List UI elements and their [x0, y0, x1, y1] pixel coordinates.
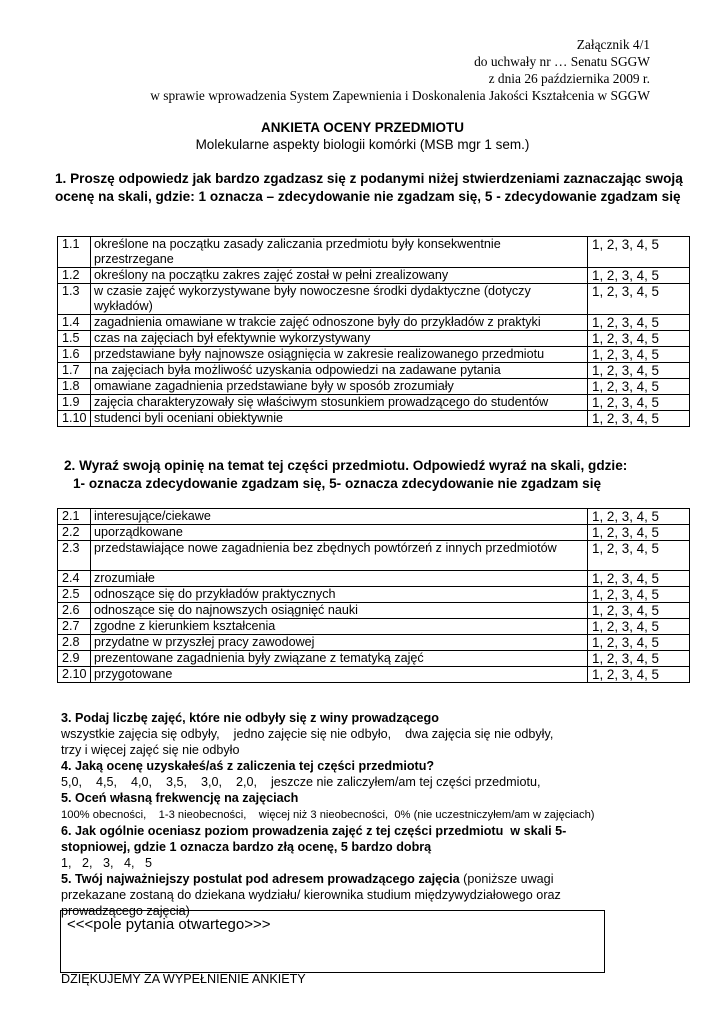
row-statement: prezentowane zagadnienia były związane z tematyką zajęć — [91, 651, 588, 667]
survey-title: ANKIETA OCENY PRZEDMIOTU — [260, 120, 464, 135]
question-6-label-line2: stopniowej, gdzie 1 oznacza bardzo złą ocenę, 5 bardzo dobrą — [61, 839, 432, 854]
table-row — [58, 347, 690, 363]
row-statement: zrozumiałe — [91, 571, 588, 587]
row-statement: odnoszące się do najnowszych osiągnięć nauki — [91, 603, 588, 619]
table-row — [58, 571, 690, 587]
row-number: 1.9 — [58, 395, 91, 411]
table-row — [58, 331, 690, 347]
table-row — [58, 651, 690, 667]
table-row — [58, 587, 690, 603]
rating-scale[interactable]: 1, 2, 3, 4, 5 — [588, 509, 690, 525]
row-statement: czas na zajęciach był efektywnie wykorzystywany — [91, 331, 588, 347]
table-row — [58, 268, 690, 284]
question-5b-note-line3: prowadzącego zajęcia) — [61, 904, 190, 919]
thanks-footer: DZIĘKUJEMY ZA WYPEŁNIENIE ANKIETY — [61, 972, 306, 986]
row-number: 2.4 — [58, 571, 91, 587]
row-number: 2.9 — [58, 651, 91, 667]
row-statement: na zajęciach była możliwość uzyskania odpowiedzi na zadawane pytania — [91, 363, 588, 379]
question-3-label: 3. Podaj liczbę zajęć, które nie odbyły się z winy prowadzącego — [61, 711, 439, 725]
question-5a-label: 5. Oceń własną frekwencję na zajęciach — [61, 791, 299, 806]
attachment-label: Załącznik 4/1 — [576, 37, 650, 52]
row-number: 1.3 — [58, 284, 91, 315]
row-statement: interesujące/ciekawe — [91, 509, 588, 525]
row-number: 2.2 — [58, 525, 91, 541]
row-number: 1.5 — [58, 331, 91, 347]
table-row — [58, 509, 690, 525]
row-statement: zgodne z kierunkiem kształcenia — [91, 619, 588, 635]
question-4-options[interactable]: 5,0, 4,5, 4,0, 3,5, 3,0, 2,0, jeszcze nie zaliczyłem/am tej części przedmiotu, — [61, 775, 541, 790]
rating-scale[interactable]: 1, 2, 3, 4, 5 — [588, 587, 690, 603]
question-5b-label-line1 — [61, 871, 701, 887]
table-row — [58, 237, 690, 268]
section-2-heading-line2: 1- oznacza zdecydowanie zgadzam się, 5- oznacza zdecydowanie nie zgadzam się — [73, 476, 602, 491]
row-statement: przygotowane — [91, 667, 588, 683]
rating-scale[interactable]: 1, 2, 3, 4, 5 — [588, 363, 690, 379]
table-row — [58, 284, 690, 315]
rating-scale[interactable]: 1, 2, 3, 4, 5 — [588, 379, 690, 395]
rating-scale[interactable]: 1, 2, 3, 4, 5 — [588, 315, 690, 331]
row-statement: zagadnienia omawiane w trakcie zajęć odnoszone były do przykładów z praktyki — [91, 315, 588, 331]
row-number: 2.7 — [58, 619, 91, 635]
table-row — [58, 525, 690, 541]
question-3-options-line2[interactable]: trzy i więcej zajęć się nie odbyło — [61, 743, 240, 758]
open-answer-field[interactable] — [60, 910, 605, 973]
section-1-heading: 1. Proszę odpowiedz jak bardzo zgadzasz się z podanymi niżej stwierdzeniami zaznaczając swoją ocenę na skali, gdzie: 1 oznacza – zdecydowanie nie zgadzam się, 5 - zdecydowanie zgadzam się — [55, 171, 683, 204]
table-row — [58, 635, 690, 651]
table-row — [58, 315, 690, 331]
row-statement: studenci byli oceniani obiektywnie — [91, 411, 588, 427]
row-statement: określony na początku zakres zajęć został w pełni zrealizowany — [91, 268, 588, 284]
rating-scale[interactable]: 1, 2, 3, 4, 5 — [588, 237, 690, 268]
rating-scale[interactable]: 1, 2, 3, 4, 5 — [588, 331, 690, 347]
survey-subtitle: Molekularne aspekty biologii komórki (MSB mgr 1 sem.) — [195, 137, 530, 152]
row-statement: przedstawiane były najnowsze osiągnięcia w zakresie realizowanego przedmiotu — [91, 347, 588, 363]
question-5b-note-line2: przekazane zostaną do dziekana wydziału/ kierownika studium międzywydziałowego oraz — [61, 888, 561, 903]
rating-scale[interactable]: 1, 2, 3, 4, 5 — [588, 635, 690, 651]
row-number: 1.4 — [58, 315, 91, 331]
table-row — [58, 619, 690, 635]
subject-label: w sprawie wprowadzenia System Zapewnienia i Doskonalenia Jakości Kształcenia w SGGW — [150, 88, 650, 103]
question-5a-options[interactable]: 100% obecności, 1-3 nieobecności, więcej niż 3 nieobecności, 0% (nie uczestniczyłem/am w zajęciach) — [61, 808, 595, 821]
section-2-heading-line1: 2. Wyraź swoją opinię na temat tej części przedmiotu. Odpowiedź wyraź na skali, gdzie: — [64, 458, 628, 473]
question-5b-label: 5. Twój najważniejszy postulat pod adresem prowadzącego zajęcia — [61, 871, 460, 886]
table-row — [58, 363, 690, 379]
resolution-label: do uchwały nr … Senatu SGGW — [474, 54, 650, 69]
question-3-options-line1[interactable]: wszystkie zajęcia się odbyły, jedno zajęcie się nie odbyło, dwa zajęcia się nie odbyły, — [61, 727, 554, 742]
rating-scale[interactable]: 1, 2, 3, 4, 5 — [588, 603, 690, 619]
date-label: z dnia 26 października 2009 r. — [488, 71, 650, 86]
rating-scale[interactable]: 1, 2, 3, 4, 5 — [588, 395, 690, 411]
section-1-table — [57, 236, 690, 427]
row-statement: omawiane zagadnienia przedstawiane były w sposób zrozumiały — [91, 379, 588, 395]
row-number: 2.3 — [58, 541, 91, 571]
row-number: 2.8 — [58, 635, 91, 651]
row-statement: określone na początku zasady zaliczania przedmiotu były konsekwentnie przestrzegane — [91, 237, 588, 268]
row-number: 1.2 — [58, 268, 91, 284]
table-row — [58, 667, 690, 683]
row-number: 1.6 — [58, 347, 91, 363]
rating-scale[interactable]: 1, 2, 3, 4, 5 — [588, 347, 690, 363]
question-6-label-line1: 6. Jak ogólnie oceniasz poziom prowadzenia zajęć z tej części przedmiotu w skali 5- — [61, 823, 567, 838]
rating-scale[interactable]: 1, 2, 3, 4, 5 — [588, 525, 690, 541]
table-row — [58, 411, 690, 427]
row-statement: uporządkowane — [91, 525, 588, 541]
rating-scale[interactable]: 1, 2, 3, 4, 5 — [588, 667, 690, 683]
document-header — [150, 36, 650, 104]
row-number: 2.1 — [58, 509, 91, 525]
open-answer-placeholder: <<<pole pytania otwartego>>> — [67, 916, 271, 933]
question-6-options[interactable]: 1, 2, 3, 4, 5 — [61, 855, 153, 870]
section-2-table — [57, 508, 690, 683]
row-number: 2.6 — [58, 603, 91, 619]
row-statement: przedstawiające nowe zagadnienia bez zbędnych powtórzeń z innych przedmiotów — [91, 541, 588, 571]
question-5b-note-line1: (poniższe uwagi — [459, 871, 554, 886]
row-number: 1.10 — [58, 411, 91, 427]
row-statement: w czasie zajęć wykorzystywane były nowoczesne środki dydaktyczne (dotyczy wykładów) — [91, 284, 588, 315]
row-statement: odnoszące się do przykładów praktycznych — [91, 587, 588, 603]
rating-scale[interactable]: 1, 2, 3, 4, 5 — [588, 619, 690, 635]
row-number: 2.10 — [58, 667, 91, 683]
row-number: 1.8 — [58, 379, 91, 395]
row-statement: zajęcia charakteryzowały się właściwym stosunkiem prowadzącego do studentów — [91, 395, 588, 411]
row-number: 1.1 — [58, 237, 91, 268]
rating-scale[interactable]: 1, 2, 3, 4, 5 — [588, 284, 690, 315]
rating-scale[interactable]: 1, 2, 3, 4, 5 — [588, 571, 690, 587]
section-2-heading — [64, 457, 704, 493]
rating-scale[interactable]: 1, 2, 3, 4, 5 — [588, 541, 690, 571]
rating-scale[interactable]: 1, 2, 3, 4, 5 — [588, 268, 690, 284]
table-row — [58, 395, 690, 411]
table-row — [58, 541, 690, 571]
additional-questions — [61, 710, 701, 919]
question-4-label: 4. Jaką ocenę uzyskałeś/aś z zaliczenia tej części przedmiotu? — [61, 759, 435, 774]
table-row — [58, 379, 690, 395]
rating-scale[interactable]: 1, 2, 3, 4, 5 — [588, 411, 690, 427]
row-number: 2.5 — [58, 587, 91, 603]
row-number: 1.7 — [58, 363, 91, 379]
row-statement: przydatne w przyszłej pracy zawodowej — [91, 635, 588, 651]
table-row — [58, 603, 690, 619]
rating-scale[interactable]: 1, 2, 3, 4, 5 — [588, 651, 690, 667]
